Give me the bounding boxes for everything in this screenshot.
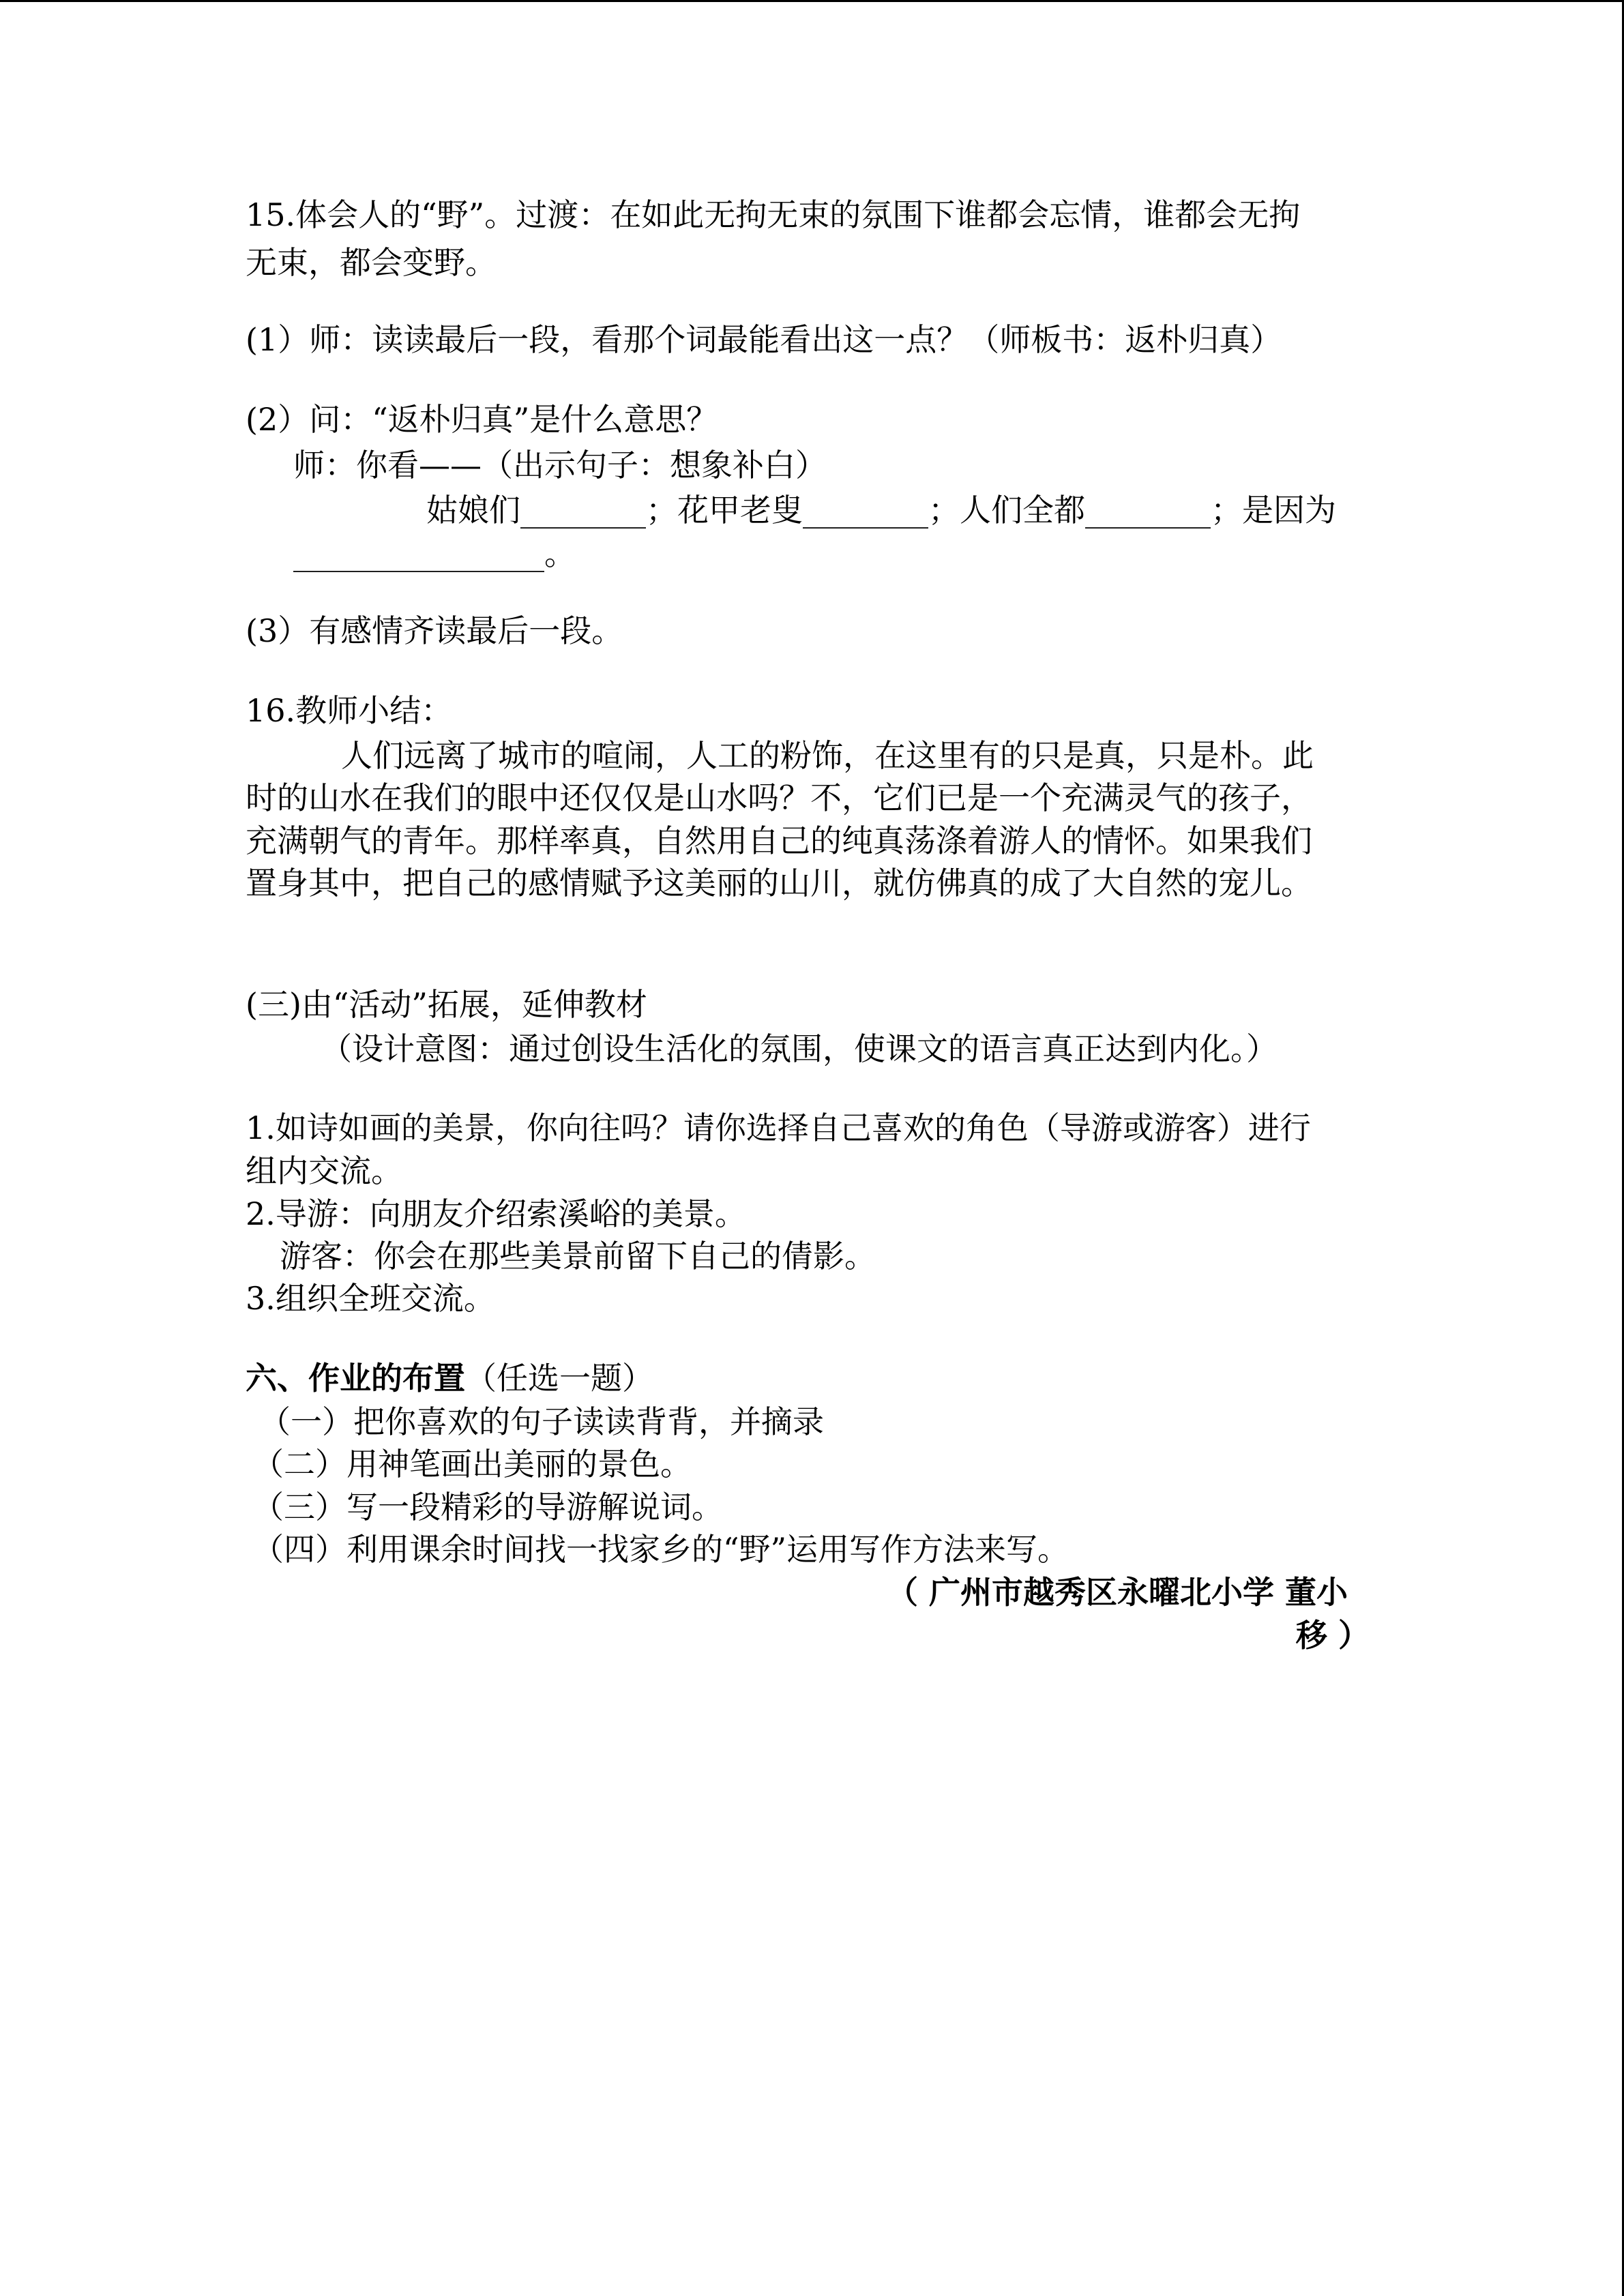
s16-para-line1: 人们远离了城市的喧闹，人工的粉饰，在这里有的只是真，只是朴。此	[341, 737, 1314, 774]
s16-para-line3: 充满朝气的青年。那样率真，自然用自己的纯真荡涤着游人的情怀。如果我们	[246, 822, 1312, 859]
author-line-1: （ 广州市越秀区永曜北小学 董小	[887, 1574, 1348, 1611]
section-3-item1-line2: 组内交流。	[246, 1152, 402, 1189]
s15-question-3: (3）有感情齐读最后一段。	[246, 612, 623, 649]
homework-note: （任选一题）	[465, 1360, 653, 1397]
section-3-title: (三)由“活动”拓展，延伸教材	[246, 986, 647, 1023]
homework-heading	[246, 1358, 653, 1399]
section-3-item1-line1: 1.如诗如画的美景，你向往吗？请你选择自己喜欢的角色（导游或游客）进行	[246, 1109, 1311, 1146]
section-3-item2: 2.导游：向朋友介绍索溪峪的美景。	[246, 1195, 746, 1232]
s16-title: 16.教师小结：	[246, 692, 453, 729]
homework-option-3: （三）写一段精彩的导游解说词。	[252, 1489, 723, 1525]
section-3-item2-visitor: 游客：你会在那些美景前留下自己的倩影。	[280, 1238, 876, 1274]
s15-fill-blank-2: ________________。	[293, 535, 576, 572]
s15-question-2: (2）问：“返朴归真”是什么意思？	[246, 401, 718, 438]
homework-option-2: （二）用神笔画出美丽的景色。	[252, 1446, 692, 1482]
s15-line1: 15.体会人的“野”。过渡：在如此无拘无束的氛围下谁都会忘情，谁都会无拘	[246, 196, 1301, 233]
author-line-2: 移 ）	[1296, 1617, 1370, 1654]
section-3-item3: 3.组织全班交流。	[246, 1280, 495, 1317]
s15-teacher-prompt: 师：你看——（出示句子：想象补白）	[293, 447, 827, 483]
homework-option-4: （四）利用课余时间找一找家乡的“野”运用写作方法来写。	[252, 1531, 1069, 1568]
section-3-design-intent: （设计意图：通过创设生活化的氛围，使课文的语言真正达到内化。）	[321, 1030, 1278, 1067]
homework-title: 六、作业的布置	[246, 1360, 465, 1397]
s15-line2: 无束，都会变野。	[246, 244, 497, 281]
s16-para-line4: 置身其中，把自己的感情赋予这美丽的山川，就仿佛真的成了大自然的宠儿。	[246, 865, 1312, 901]
homework-option-1: （一）把你喜欢的句子读读背背，并摘录	[259, 1403, 824, 1440]
s15-question-1: (1）师：读读最后一段，看那个词最能看出这一点？（师板书：返朴归真）	[246, 321, 1282, 358]
page-border-top	[0, 0, 1624, 2]
s16-para-line2: 时的山水在我们的眼中还仅仅是山水吗？不，它们已是一个充满灵气的孩子，	[246, 779, 1312, 816]
s15-fill-blank-1: 姑娘们________；花甲老叟________；人们全都________；是因为	[426, 492, 1336, 528]
